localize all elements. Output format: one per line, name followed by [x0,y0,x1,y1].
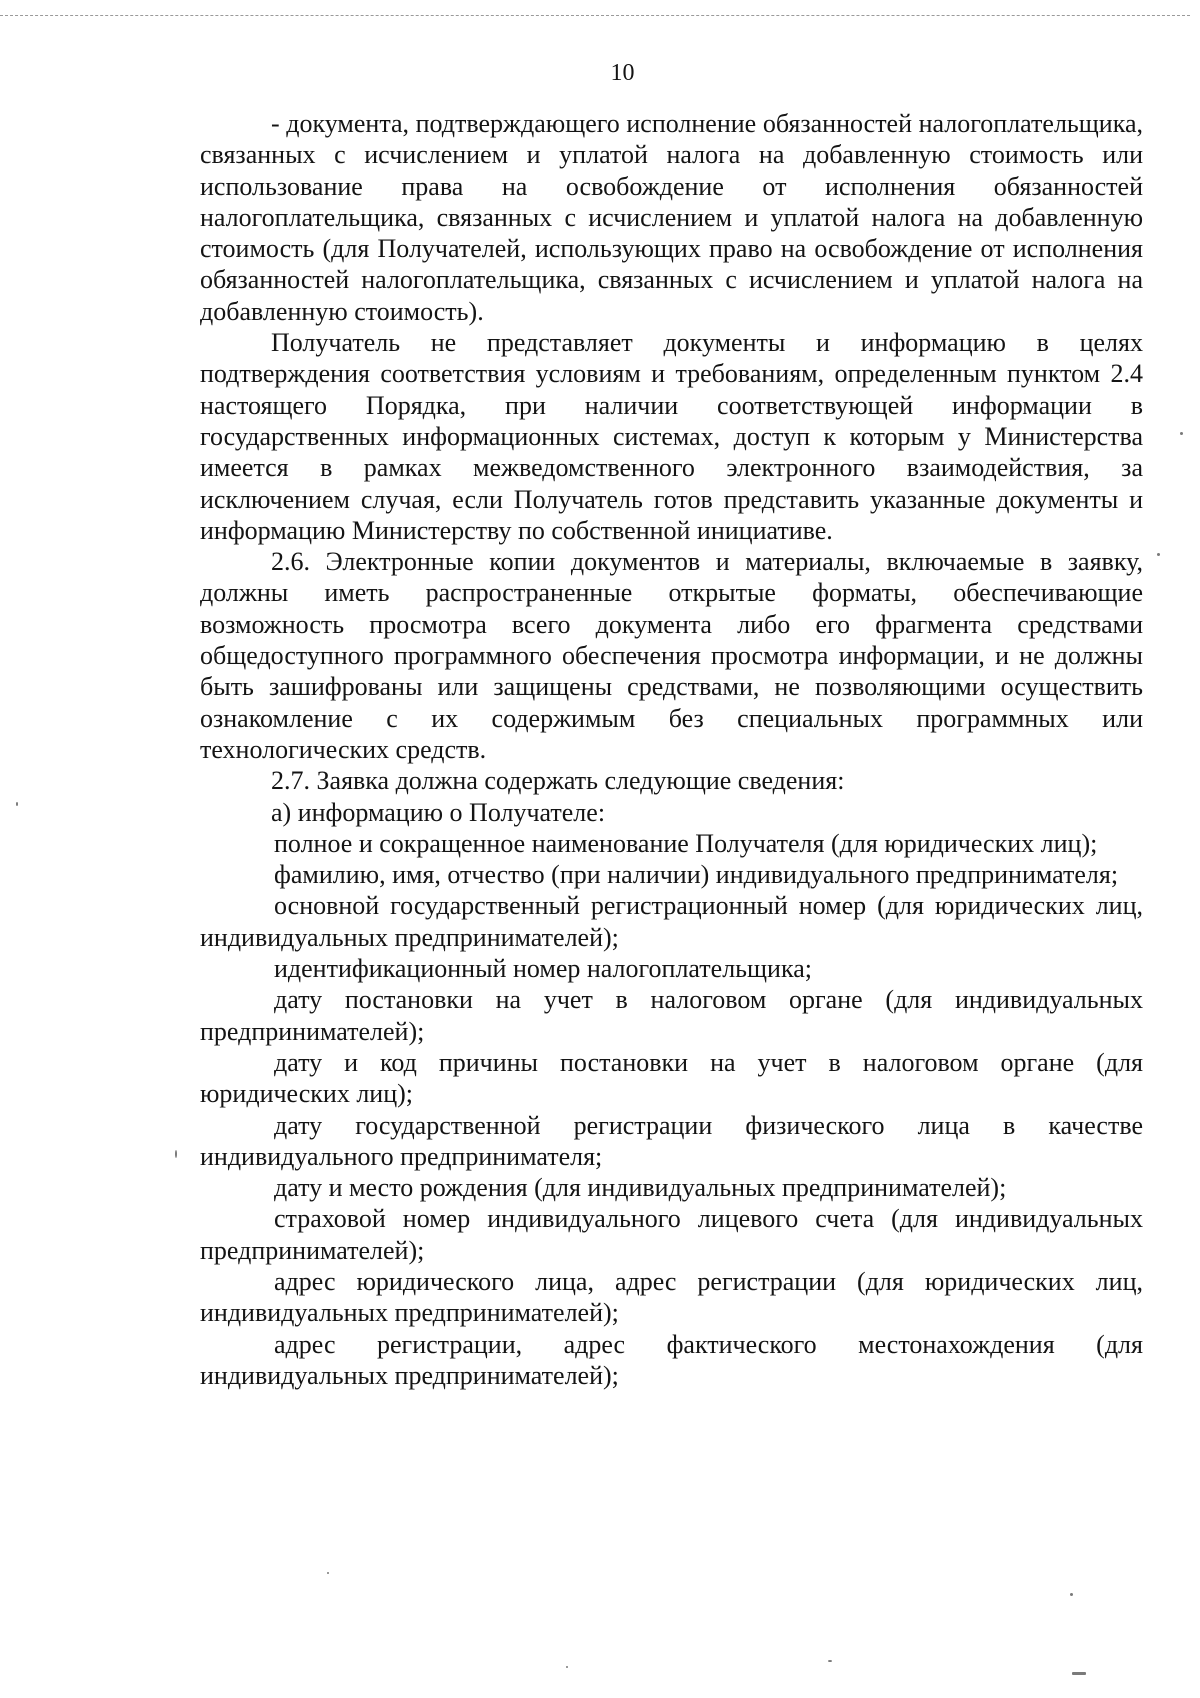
scan-speck [1157,553,1160,556]
list-item-actual-address: адрес регистрации, адрес фактического местонахождения (для индивидуальных предпринимателей); [200,1329,1143,1390]
document-body [200,108,1143,1391]
list-item-fio: фамилию, имя, отчество (при наличии) индивидуального предпринимателя; [274,860,1119,890]
list-item-state-registration-date: дату государственной регистрации физического лица в качестве индивидуального предпринимателя; [200,1110,1143,1171]
list-item-tax-registration-date: дату постановки на учет в налоговом органе (для индивидуальных предпринимателей); [200,985,1143,1046]
list-item-legal-address: адрес юридического лица, адрес регистрации (для юридических лиц, индивидуальных предпринимателей); [200,1266,1143,1328]
list-item-full-name: полное и сокращенное наименование Получателя (для юридических лиц); [274,828,1098,858]
page-number: 10 [610,60,635,86]
scan-speck [566,1666,568,1668]
list-item-inn: идентификационный номер налогоплательщика; [274,954,812,984]
paragraph-recipient-documents: Получатель не представляет документы и информацию в целях подтверждения соответствия условиям и требованиям, определенным пунктом 2.4 настоящего Порядка, при наличии соответствующей информации в государственных информационных системах, доступ к которым у Министерства имеется в рамках межведомственного электронного взаимодействия, за исключением случая, если Получатель готов представить указанные документы и информацию Министерству по собственной инициативе. [200,328,1143,545]
list-item-kpp: дату и код причины постановки на учет в налоговом органе (для юридических лиц); [200,1047,1143,1109]
scan-top-edge-line [0,15,1190,16]
list-item-snils: страховой номер индивидуального лицевого счета (для индивидуальных предпринимателей); [200,1204,1143,1265]
scan-speck [1072,1672,1086,1675]
scan-speck [1180,432,1183,435]
paragraph-recipient-info: а) информацию о Получателе: [271,797,606,827]
scan-speck [828,1660,832,1662]
list-item-ogrn: основной государственный регистрационный номер (для юридических лиц, индивидуальных предпринимателей); [200,891,1143,952]
scan-speck [175,1150,177,1158]
scan-speck [327,1572,329,1574]
paragraph-2-7-application-contents: 2.7. Заявка должна содержать следующие сведения: [271,766,845,796]
paragraph-2-6-electronic-copies: 2.6. Электронные копии документов и материалы, включаемые в заявку, должны иметь распространенные открытые форматы, обеспечивающие возможность просмотра всего документа либо его фрагмента средствами общедоступного программного обеспечения просмотра информации, и не должны быть зашифрованы или защищены средствами, не позволяющими осуществить ознакомление с их содержимым без специальных программных или технологических средств. [200,547,1143,764]
scan-speck [16,802,18,806]
scan-speck [1070,1593,1073,1596]
list-item-birth-date-place: дату и место рождения (для индивидуальных предпринимателей); [274,1173,1007,1203]
paragraph-vat-document: - документа, подтверждающего исполнение обязанностей налогоплательщика, связанных с исчислением и уплатой налога на добавленную стоимость или использование права на освобождение от исполнения обязанностей налогоплательщика, связанных с исчислением и уплатой налога на добавленную стоимость (для Получателей, использующих право на освобождение от исполнения обязанностей налогоплательщика, связанных с исчислением и уплатой налога на добавленную стоимость). [200,109,1143,326]
